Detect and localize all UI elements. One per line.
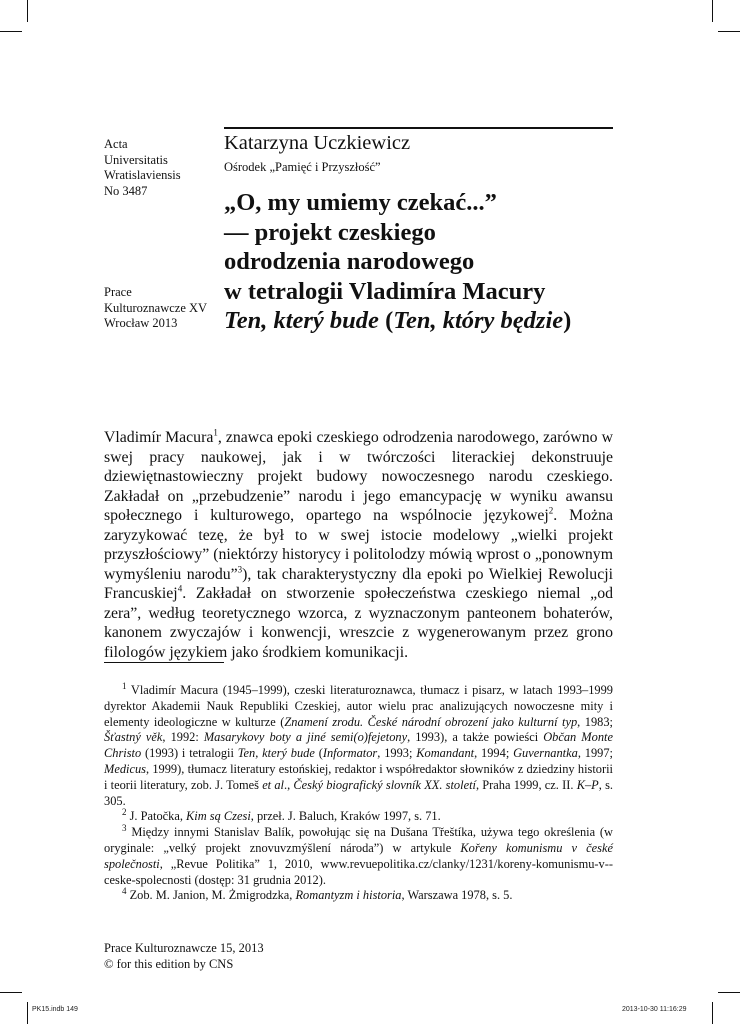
journal-number: No 3487: [104, 183, 148, 198]
volume-line: Wrocław 2013: [104, 316, 178, 330]
article-title: [224, 188, 624, 336]
footnote-4: [104, 888, 613, 904]
footnote-italic: Občan Monte Christo: [104, 730, 613, 761]
print-slug-timestamp: 2013-10-30 11:16:29: [622, 1006, 687, 1013]
footnote-italic: Český biografický slovník XX. století: [293, 777, 476, 792]
imprint-line: © for this edition by CNS: [104, 956, 234, 971]
crop-mark: [718, 992, 740, 993]
body-text: Vladimír Macura: [104, 429, 214, 446]
author-name: Katarzyna Uczkiewicz: [224, 132, 411, 154]
footnote-text: , 1983;: [577, 714, 613, 729]
print-slug-file: PK15.indb 149: [32, 1006, 78, 1013]
footnote-italic: Informator: [322, 746, 378, 761]
footnote-text: (1993) i tetralogii: [141, 746, 238, 761]
footnote-separator: [104, 662, 224, 663]
footnote-text: .,: [284, 777, 294, 792]
body-text: , znawca epoki czeskiego odrodzenia narodowego, zarówno w swej pracy naukowej, jak i w twórczości literackiej dekonstruuje dziewiętnastowieczny projekt budowy nowoczesnego narodu czeskiego. Zakładał on „przebudzenie” narodu i jego emancypację w wyniku awansu społecznego i kulturowego, opartego na wspólnocie językowej: [104, 429, 613, 524]
footnote-text: , 1993), a także powieści: [407, 730, 544, 745]
footnote-italic: Šťastný věk: [104, 730, 163, 745]
footnote-number: 4: [122, 886, 127, 897]
footnote-italic: et al: [262, 777, 284, 792]
title-line: — projekt czeskiego: [224, 218, 436, 246]
crop-mark: [712, 1002, 713, 1024]
footnote-italic: Medicus: [104, 761, 146, 776]
footnote-text: , Warszawa 1978, s. 5.: [401, 888, 513, 903]
crop-mark: [712, 0, 713, 22]
footnote-text: (: [314, 746, 323, 761]
footnote-italic: Masarykovy boty a jiné semi(o)fejetony: [203, 730, 408, 745]
body-text: ), tak charakterystyczny dla epoki po Wielkiej Rewolucji Francuskiej: [104, 565, 613, 602]
footnote-2: [104, 809, 613, 825]
footnote-italic: Kořeny komunismu v české společnosti: [104, 840, 614, 871]
footnote-ref: 1: [213, 427, 218, 438]
footnote-italic: Guvernantka: [513, 746, 578, 761]
footnote-3: [104, 825, 613, 888]
journal-info: [104, 137, 181, 199]
footnote-number: 1: [122, 680, 127, 691]
footnote-italic: Ten, který bude: [237, 746, 315, 761]
footnote-text: , przeł. J. Baluch, Kraków 1997, s. 71.: [250, 809, 441, 824]
footnote-1: [104, 680, 613, 809]
footnotes: [104, 680, 614, 904]
volume-line: Prace: [104, 285, 132, 299]
header-rule: [224, 127, 613, 129]
footnote-text: , „Revue Politika” 1, 2010, www.revuepolitika.cz/clanky/1231/koreny-komunismu-v--ceske-spolecnosti (dostęp: 31 grudnia 2012).: [104, 856, 613, 887]
footnote-text: , 1993;: [377, 746, 417, 761]
body-paragraph: [104, 428, 613, 662]
title-line: w tetralogii Vladimíra Macury: [224, 277, 546, 305]
footnote-text: Między innymi Stanislav Balík, powołując się na Dušana Třeštíka, używa tego określenia (w oryginale: „velký projekt znovuvzmýšlení národa”) w artykule: [104, 825, 613, 855]
footnote-text: , 1992:: [162, 730, 204, 745]
volume-line: Kulturoznawcze XV: [104, 300, 208, 315]
author-affiliation: Ośrodek „Pamięć i Przyszłość”: [224, 160, 381, 174]
crop-mark: [0, 31, 22, 32]
journal-line: Universitatis: [104, 152, 168, 167]
crop-mark: [0, 992, 22, 993]
title-italic: Ten, který bude: [224, 307, 379, 334]
body-text: . Można zaryzykować tezę, że był to w swej istocie modelowy „wielki projekt przyszłościowy” (niektórzy historycy i politolodzy mówią wprost o „ponownym wymyśleniu narodu”: [104, 507, 614, 583]
footnote-text: , 1997;: [577, 746, 613, 761]
journal-line: Wratislaviensis: [104, 168, 181, 182]
footnote-text: J. Patočka,: [126, 809, 187, 824]
title-paren: (: [378, 307, 394, 334]
body-text: . Zakładał on stworzenie społeczeństwa czeskiego niemal „od zera”, według teoretycznego wzorca, z wyznaczonym panteonem bohaterów, kanonem zwyczajów i konwencji, wreszcie z wygenerowanym przez grono filologów językiem jako środkiem komunikacji.: [104, 585, 613, 661]
volume-info: [104, 285, 207, 332]
footnote-number: 3: [122, 823, 127, 834]
footnote-text: , 1999), tłumacz literatury estońskiej, redaktor i współredaktor słowników z dziedziny historii i teorii literatury, zob. J. Tomeš: [104, 761, 613, 792]
footnote-italic: Kim są Czesi: [186, 809, 251, 824]
footnote-italic: Komandant: [416, 746, 475, 761]
title-italic: Ten, który będzie: [393, 307, 564, 334]
imprint: [104, 941, 264, 972]
footnote-text: Vladimír Macura (1945–1999), czeski literaturoznawca, tłumacz i pisarz, w latach 1993–1999 dyrektor Akademii Nauk Republiki Czeskiej, autor wielu prac analizujących nowoczesne mity i elementy ideologiczne w kulturze (: [104, 683, 613, 729]
footnote-italic: K–P: [576, 777, 599, 792]
footnote-ref: 4: [177, 583, 183, 594]
crop-mark: [27, 0, 28, 22]
footnote-text: , Praha 1999, cz. II.: [475, 777, 577, 792]
title-line-last: [224, 306, 624, 336]
footnote-text: Zob. M. Janion, M. Żmigrodzka,: [126, 888, 296, 903]
journal-line: Acta: [104, 137, 128, 151]
title-line: odrodzenia narodowego: [224, 248, 475, 275]
footnote-italic: Romantyzm i historia: [295, 888, 402, 903]
title-paren: ): [563, 307, 572, 334]
crop-mark: [27, 1002, 28, 1024]
title-line: „O, my umiemy czekać...”: [224, 189, 497, 216]
footnote-text: , 1994;: [474, 746, 514, 761]
footnote-ref: 3: [237, 564, 243, 575]
footnote-text: , s. 305.: [104, 777, 613, 808]
crop-mark: [718, 31, 740, 32]
footnote-italic: Znamení zrodu. České národní obrození jako kulturní typ: [284, 714, 578, 729]
footnote-number: 2: [122, 807, 127, 818]
imprint-line: Prace Kulturoznawcze 15, 2013: [104, 941, 264, 955]
footnote-ref: 2: [548, 505, 554, 516]
